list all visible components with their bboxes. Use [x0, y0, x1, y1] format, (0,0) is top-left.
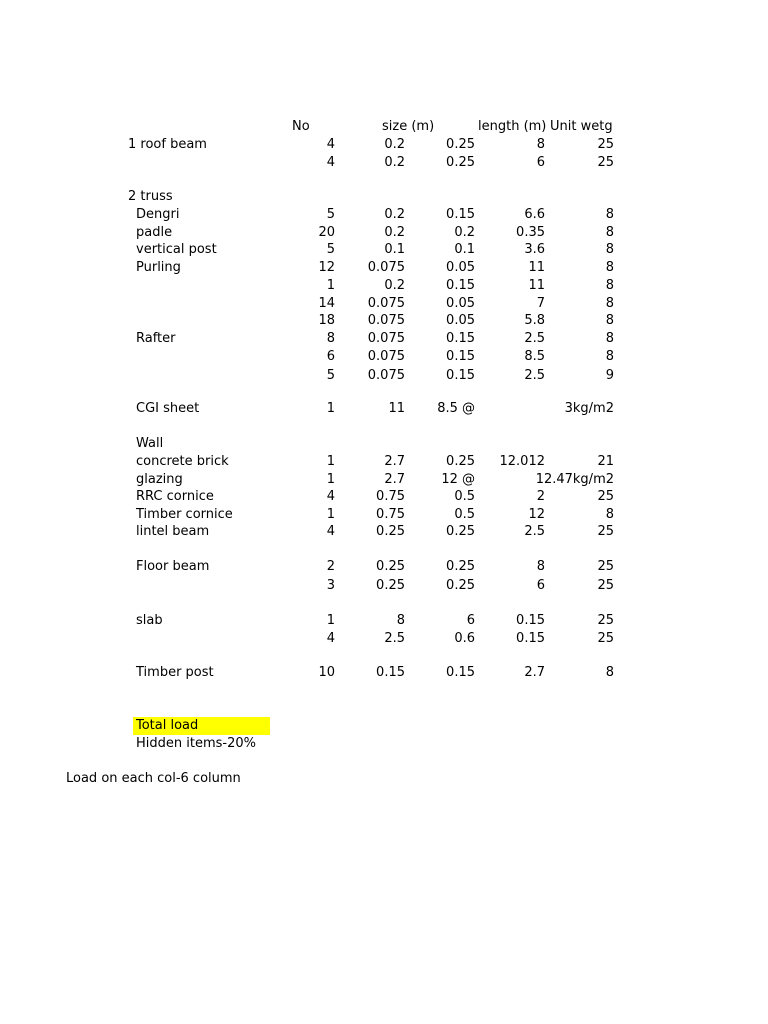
cell-unit-weight: 21 [597, 454, 614, 469]
row-label: Rafter [136, 331, 176, 346]
cell-size-b: 0.2 [454, 225, 475, 240]
row-label: Wall [136, 436, 164, 451]
cell-size-a: 2.7 [384, 454, 405, 469]
cell-no: 6 [326, 349, 335, 364]
header-no: No [292, 119, 310, 134]
cell-unit-weight: 8 [605, 331, 614, 346]
cell-unit-weight: 25 [597, 524, 614, 539]
cell-length: 11 [528, 278, 545, 293]
cell-no: 5 [326, 368, 335, 383]
row-label: padle [136, 225, 173, 240]
row-label: concrete brick [136, 454, 229, 469]
cell-unit-weight: 8 [605, 313, 614, 328]
cell-size-a: 0.2 [384, 137, 405, 152]
cell-unit-weight: 3kg/m2 [564, 401, 614, 416]
cell-size-a: 0.25 [376, 524, 405, 539]
row-label: Floor beam [136, 559, 210, 574]
cell-size-b: 0.05 [446, 313, 475, 328]
cell-size-a: 0.1 [384, 242, 405, 257]
cell-length: 6 [536, 578, 545, 593]
cell-size-a: 0.25 [376, 559, 405, 574]
cell-unit-weight: 25 [597, 578, 614, 593]
cell-size-b: 0.1 [454, 242, 475, 257]
cell-length: 12.012 [499, 454, 545, 469]
cell-unit-weight: 8 [605, 278, 614, 293]
cell-no: 4 [326, 631, 335, 646]
cell-no: 1 [326, 472, 335, 487]
total-load-label: Total load [133, 717, 270, 735]
cell-length [465, 188, 545, 206]
cell-size-b: 0.15 [446, 349, 475, 364]
cell-length: 2.5 [524, 368, 545, 383]
cell-size-b: 12 @ [441, 472, 475, 487]
cell-size-a: 2.5 [384, 631, 405, 646]
cell-size-b [395, 435, 475, 453]
cell-length: 7 [536, 296, 545, 311]
cell-length [465, 471, 545, 489]
cell-no: 4 [326, 137, 335, 152]
cell-size-b: 0.25 [446, 578, 475, 593]
cell-unit-weight: 8 [605, 349, 614, 364]
cell-length: 6 [536, 155, 545, 170]
cell-size-a [325, 188, 405, 206]
cell-no: 12 [318, 260, 335, 275]
cell-unit-weight: 12.47kg/m2 [535, 472, 614, 487]
cell-length: 3.6 [524, 242, 545, 257]
row-label: Timber cornice [136, 507, 233, 522]
cell-size-b: 0.15 [446, 368, 475, 383]
cell-unit-weight: 25 [597, 155, 614, 170]
cell-length: 5.8 [524, 313, 545, 328]
cell-size-a: 11 [388, 401, 405, 416]
cell-length: 2.7 [524, 665, 545, 680]
cell-size-b: 0.25 [446, 559, 475, 574]
cell-unit-weight [534, 435, 614, 453]
hidden-items-label: Hidden items-20% [136, 736, 256, 751]
cell-no: 1 [326, 507, 335, 522]
cell-unit-weight: 8 [605, 225, 614, 240]
cell-no: 14 [318, 296, 335, 311]
cell-size-a: 0.75 [376, 507, 405, 522]
cell-no: 5 [326, 242, 335, 257]
cell-unit-weight: 8 [605, 665, 614, 680]
cell-size-a: 0.075 [367, 368, 405, 383]
cell-length [465, 435, 545, 453]
cell-size-b: 0.05 [446, 260, 475, 275]
cell-no [255, 435, 335, 453]
cell-size-b: 0.15 [446, 207, 475, 222]
header-length: length (m) [478, 119, 547, 134]
cell-no [255, 188, 335, 206]
cell-unit-weight: 8 [605, 242, 614, 257]
cell-no: 1 [326, 278, 335, 293]
cell-size-a: 0.15 [376, 665, 405, 680]
cell-size-a: 0.2 [384, 278, 405, 293]
row-label: Dengri [136, 207, 180, 222]
cell-size-b: 0.5 [454, 507, 475, 522]
cell-size-b [395, 188, 475, 206]
cell-no: 4 [326, 155, 335, 170]
cell-size-a: 0.075 [367, 331, 405, 346]
cell-unit-weight: 25 [597, 613, 614, 628]
cell-length: 0.35 [516, 225, 545, 240]
cell-size-a: 0.075 [367, 296, 405, 311]
cell-unit-weight: 9 [605, 368, 614, 383]
cell-no: 20 [318, 225, 335, 240]
cell-size-a: 0.2 [384, 207, 405, 222]
cell-size-b: 6 [466, 613, 475, 628]
cell-size-a: 2.7 [384, 472, 405, 487]
cell-size-b: 0.5 [454, 489, 475, 504]
load-each-column-label: Load on each col-6 column [66, 771, 241, 786]
cell-size-a: 0.2 [384, 225, 405, 240]
cell-size-a: 0.25 [376, 578, 405, 593]
row-label: CGI sheet [136, 401, 200, 416]
cell-size-b: 0.25 [446, 524, 475, 539]
cell-unit-weight: 8 [605, 296, 614, 311]
cell-size-b: 0.15 [446, 331, 475, 346]
cell-unit-weight: 8 [605, 507, 614, 522]
cell-length: 11 [528, 260, 545, 275]
cell-no: 10 [318, 665, 335, 680]
cell-length [465, 400, 545, 418]
cell-length: 8 [536, 137, 545, 152]
cell-length: 8.5 [524, 349, 545, 364]
row-label: lintel beam [136, 524, 210, 539]
cell-no: 2 [326, 559, 335, 574]
cell-size-a: 0.2 [384, 155, 405, 170]
cell-size-b: 0.25 [446, 155, 475, 170]
cell-unit-weight: 8 [605, 260, 614, 275]
cell-size-b: 0.05 [446, 296, 475, 311]
cell-unit-weight [534, 188, 614, 206]
cell-no: 3 [326, 578, 335, 593]
cell-length: 6.6 [524, 207, 545, 222]
cell-no: 8 [326, 331, 335, 346]
cell-size-a: 0.75 [376, 489, 405, 504]
cell-size-a: 0.075 [367, 260, 405, 275]
cell-length: 2 [536, 489, 545, 504]
row-label: 2 truss [128, 189, 173, 204]
cell-unit-weight: 25 [597, 559, 614, 574]
row-label: 1 roof beam [128, 137, 207, 152]
cell-length: 0.15 [516, 631, 545, 646]
cell-size-b: 0.25 [446, 454, 475, 469]
cell-no: 4 [326, 489, 335, 504]
cell-length: 8 [536, 559, 545, 574]
cell-size-a: 8 [396, 613, 405, 628]
cell-size-a: 0.075 [367, 349, 405, 364]
header-unit-weight: Unit wetg [550, 119, 613, 134]
cell-unit-weight: 8 [605, 207, 614, 222]
cell-size-b: 0.6 [454, 631, 475, 646]
cell-size-b: 0.25 [446, 137, 475, 152]
row-label: glazing [136, 472, 183, 487]
cell-length: 2.5 [524, 331, 545, 346]
row-label: RRC cornice [136, 489, 214, 504]
cell-size-b: 8.5 @ [437, 401, 475, 416]
row-label: slab [136, 613, 163, 628]
row-label: vertical post [136, 242, 217, 257]
cell-length: 12 [528, 507, 545, 522]
cell-no: 18 [318, 313, 335, 328]
cell-unit-weight: 25 [597, 631, 614, 646]
cell-no: 5 [326, 207, 335, 222]
cell-size-b: 0.15 [446, 278, 475, 293]
cell-size-a: 0.075 [367, 313, 405, 328]
cell-length: 0.15 [516, 613, 545, 628]
cell-size-b: 0.15 [446, 665, 475, 680]
cell-size-a [325, 435, 405, 453]
row-label: Purling [136, 260, 181, 275]
cell-no: 1 [326, 401, 335, 416]
header-size: size (m) [382, 119, 435, 134]
cell-no: 1 [326, 613, 335, 628]
cell-no: 1 [326, 454, 335, 469]
cell-unit-weight: 25 [597, 137, 614, 152]
cell-unit-weight: 25 [597, 489, 614, 504]
cell-no: 4 [326, 524, 335, 539]
row-label: Timber post [136, 665, 214, 680]
cell-length: 2.5 [524, 524, 545, 539]
